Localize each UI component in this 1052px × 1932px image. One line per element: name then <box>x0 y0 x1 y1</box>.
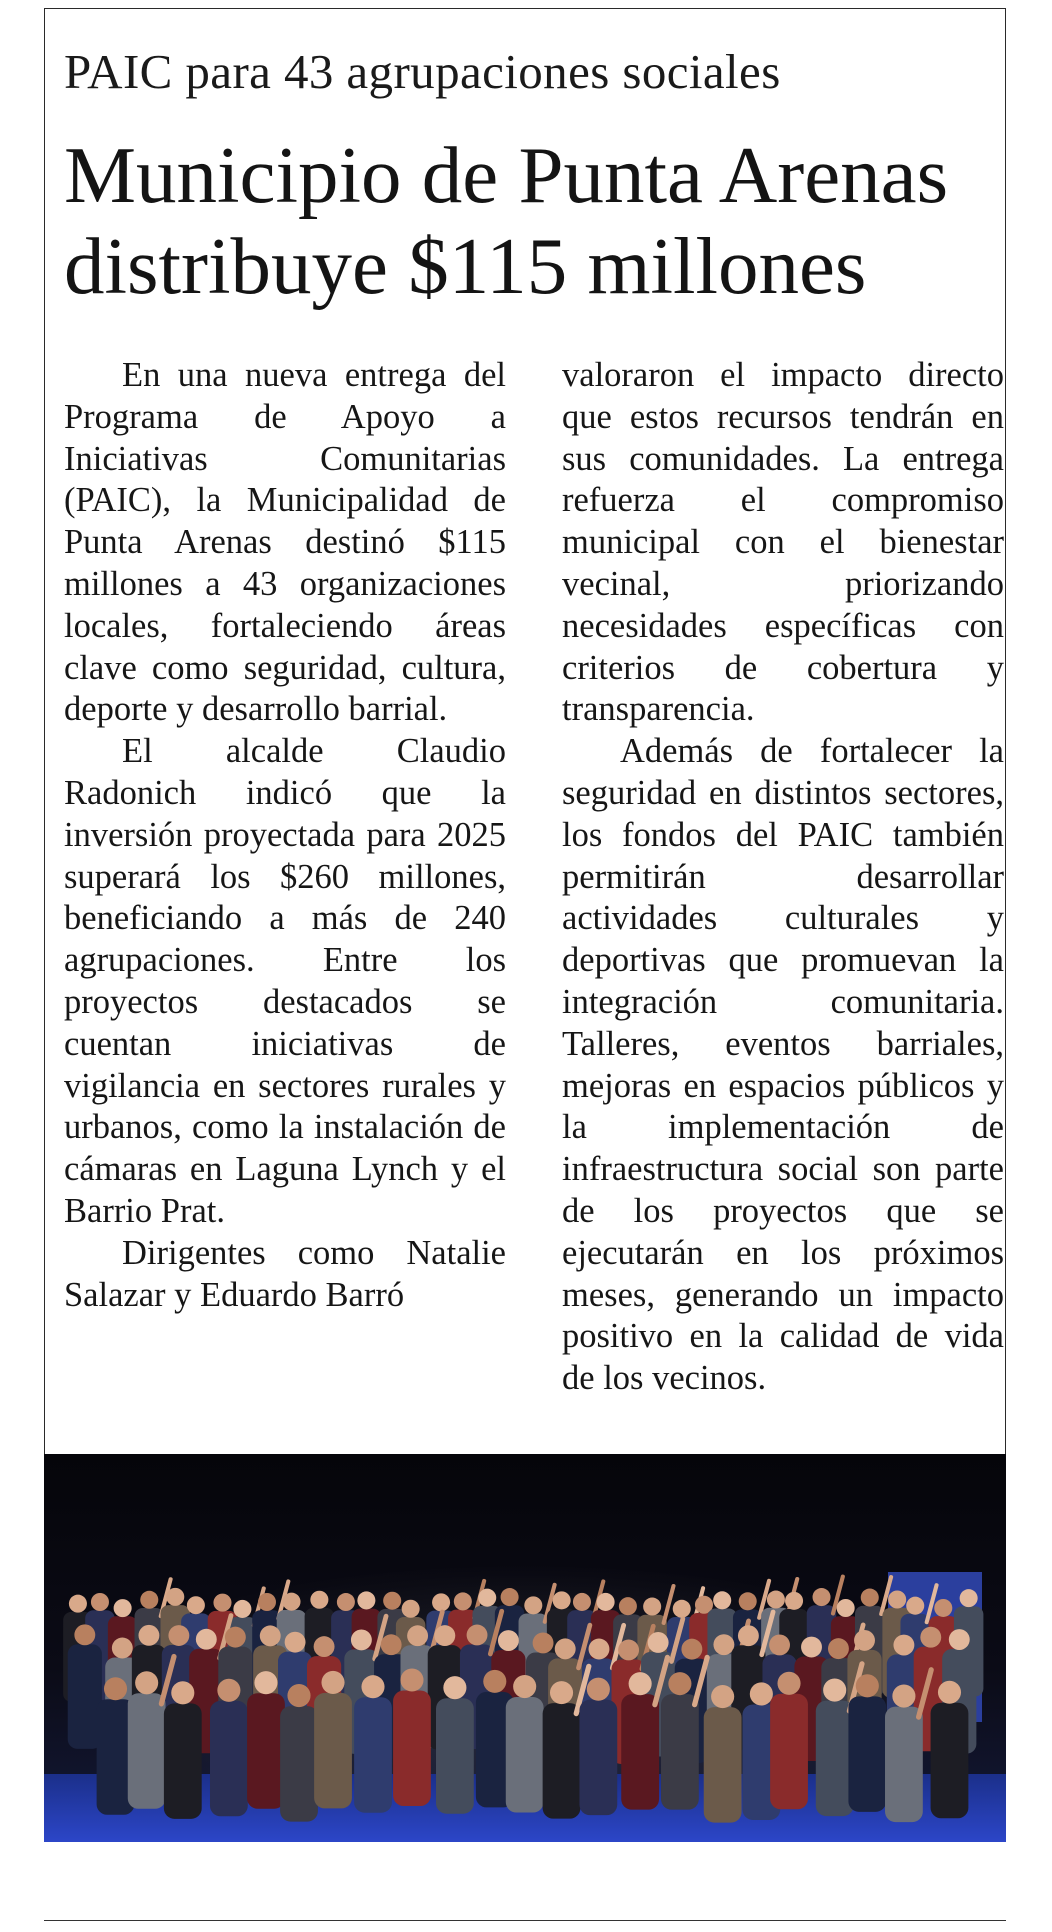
person-head <box>114 1599 132 1617</box>
person-head <box>171 1681 194 1704</box>
person-head <box>432 1593 450 1611</box>
person-body <box>314 1693 352 1809</box>
person-head <box>711 1685 734 1708</box>
person-body <box>436 1698 474 1814</box>
person-head <box>643 1598 661 1616</box>
person-head <box>282 1593 300 1611</box>
person-head <box>524 1596 542 1614</box>
person-head <box>861 1589 879 1607</box>
person-body <box>543 1703 581 1819</box>
person-body <box>661 1694 699 1810</box>
person-head <box>314 1636 335 1657</box>
person-head <box>785 1592 803 1610</box>
person-head <box>553 1591 571 1609</box>
person-head <box>648 1632 669 1653</box>
person-body <box>621 1694 659 1810</box>
person-head <box>938 1681 961 1704</box>
person-head <box>357 1591 375 1609</box>
person-head <box>960 1589 978 1607</box>
article-headline <box>64 130 984 312</box>
person-head <box>501 1588 519 1606</box>
person-head <box>619 1597 637 1615</box>
person-head <box>483 1670 506 1693</box>
person-head <box>233 1600 251 1618</box>
person-body <box>848 1696 886 1812</box>
person-head <box>351 1629 372 1650</box>
person-body <box>393 1690 431 1806</box>
person-head <box>454 1592 472 1610</box>
person-body <box>280 1706 318 1822</box>
person-head <box>750 1682 773 1705</box>
person-head <box>739 1592 757 1610</box>
person-head <box>629 1672 652 1695</box>
person-head <box>112 1638 133 1659</box>
person-head <box>498 1630 519 1651</box>
person-head <box>934 1599 952 1617</box>
person-head <box>856 1674 879 1697</box>
person-head <box>258 1593 276 1611</box>
paragraph-4: Además de fortalecer la seguridad en distintos sectores, los fondos del PAIC también permitirán desarrollar actividades culturales y deportivas que promuevan la integración comunitaria. Talleres, eventos barriales, mejoras en espacios públicos y la implementación de infraestructura social son parte de los proyectos que se ejecutarán en los próximos meses, generando un impacto positivo en la calidad de vida de los vecinos. <box>562 732 1004 1398</box>
person-head <box>467 1625 488 1646</box>
person-body <box>770 1694 808 1810</box>
person-head <box>337 1593 355 1611</box>
person-head <box>310 1591 328 1609</box>
person-head <box>478 1589 496 1607</box>
person-head <box>555 1638 576 1659</box>
person-head <box>738 1625 759 1646</box>
person-head <box>713 1591 731 1609</box>
headline-line-1: Municipio de Punta Arenas <box>64 130 949 220</box>
person-body <box>506 1697 544 1812</box>
person-head <box>135 1671 158 1694</box>
person-head <box>285 1632 306 1653</box>
person-head <box>196 1629 217 1650</box>
person-head <box>777 1672 800 1695</box>
person-head <box>321 1671 344 1694</box>
person-head <box>823 1679 846 1702</box>
person-head <box>361 1675 384 1698</box>
person-head <box>673 1600 691 1618</box>
person-head <box>713 1634 734 1655</box>
paragraph-2: El alcalde Claudio Radonich indicó que la inversión proyectada para 2025 superará los $260 millones, beneficiando a más de 240 agrupaciones. Entre los proyectos destacados se cuentan iniciativas de vigilancia en sectores rurales y urbanos, como la instalación de cámaras en Laguna Lynch y el Barrio Prat. <box>64 732 506 1230</box>
crowd <box>63 1577 983 1823</box>
person-head <box>104 1677 127 1700</box>
group-photo-illustration <box>44 1454 1006 1842</box>
person-head <box>168 1625 189 1646</box>
person-body <box>164 1703 202 1819</box>
person-head <box>837 1599 855 1617</box>
article-photo <box>44 1454 1006 1842</box>
person-head <box>618 1640 639 1661</box>
headline-line-2: distribuye $115 millones <box>64 221 867 311</box>
bottom-rule <box>44 1920 1006 1921</box>
person-body <box>128 1693 166 1809</box>
article-column-right <box>562 355 1004 1400</box>
paragraph-3-continued: valoraron el impacto directo que estos recursos tendrán en sus comunidades. La entrega refuerza el compromiso municipal con el bienestar vecinal, priorizando necesidades específicas con criterios de cobertura y transparencia. <box>562 356 1004 729</box>
person-head <box>381 1634 402 1655</box>
person-head <box>573 1593 591 1611</box>
person-head <box>225 1627 246 1648</box>
person-head <box>769 1634 790 1655</box>
person-head <box>949 1629 970 1650</box>
person-head <box>589 1639 610 1660</box>
person-head <box>681 1639 702 1660</box>
article-kicker: PAIC para 43 agrupaciones sociales <box>64 44 781 99</box>
person-body <box>210 1701 248 1817</box>
person-head <box>217 1679 240 1702</box>
person-head <box>828 1638 849 1659</box>
person-head <box>213 1594 231 1612</box>
person-head <box>434 1625 455 1646</box>
person-head <box>767 1591 785 1609</box>
person-head <box>533 1633 554 1654</box>
person-head <box>166 1588 184 1606</box>
paragraph-1: En una nueva entrega del Programa de Apoyo a Iniciativas Comunitarias (PAIC), la Municipalidad de Punta Arenas destinó $115 millones a 43 organizaciones locales, fortaleciendo áreas clave como seguridad, cultura, deporte y desarrollo barrial. <box>64 356 506 729</box>
person-body <box>579 1700 617 1816</box>
person-head <box>91 1593 109 1611</box>
person-body <box>816 1701 854 1817</box>
article-column-left <box>64 355 506 1316</box>
person-head <box>254 1671 277 1694</box>
paragraph-3: Dirigentes como Natalie Salazar y Eduardo Barró <box>64 1233 506 1314</box>
person-head <box>550 1681 573 1704</box>
person-head <box>74 1624 95 1645</box>
person-body <box>354 1697 392 1813</box>
person-head <box>513 1675 536 1698</box>
person-head <box>383 1592 401 1610</box>
person-head <box>668 1672 691 1695</box>
person-head <box>443 1676 466 1699</box>
person-head <box>854 1630 875 1651</box>
person-head <box>893 1635 914 1656</box>
person-body <box>704 1707 742 1823</box>
person-head <box>920 1627 941 1648</box>
person-head <box>906 1597 924 1615</box>
person-head <box>400 1668 423 1691</box>
person-head <box>140 1591 158 1609</box>
person-head <box>402 1600 420 1618</box>
person-head <box>138 1625 159 1646</box>
person-head <box>587 1678 610 1701</box>
person-head <box>287 1684 310 1707</box>
person-head <box>892 1685 915 1708</box>
person-head <box>260 1625 281 1646</box>
person-body <box>931 1703 969 1819</box>
person-head <box>407 1625 428 1646</box>
person-head <box>888 1590 906 1608</box>
person-body <box>247 1693 285 1809</box>
person-head <box>813 1588 831 1606</box>
person-body <box>885 1707 923 1823</box>
person-head <box>187 1596 205 1614</box>
person-head <box>801 1637 822 1658</box>
person-head <box>69 1595 87 1613</box>
person-head <box>597 1593 615 1611</box>
